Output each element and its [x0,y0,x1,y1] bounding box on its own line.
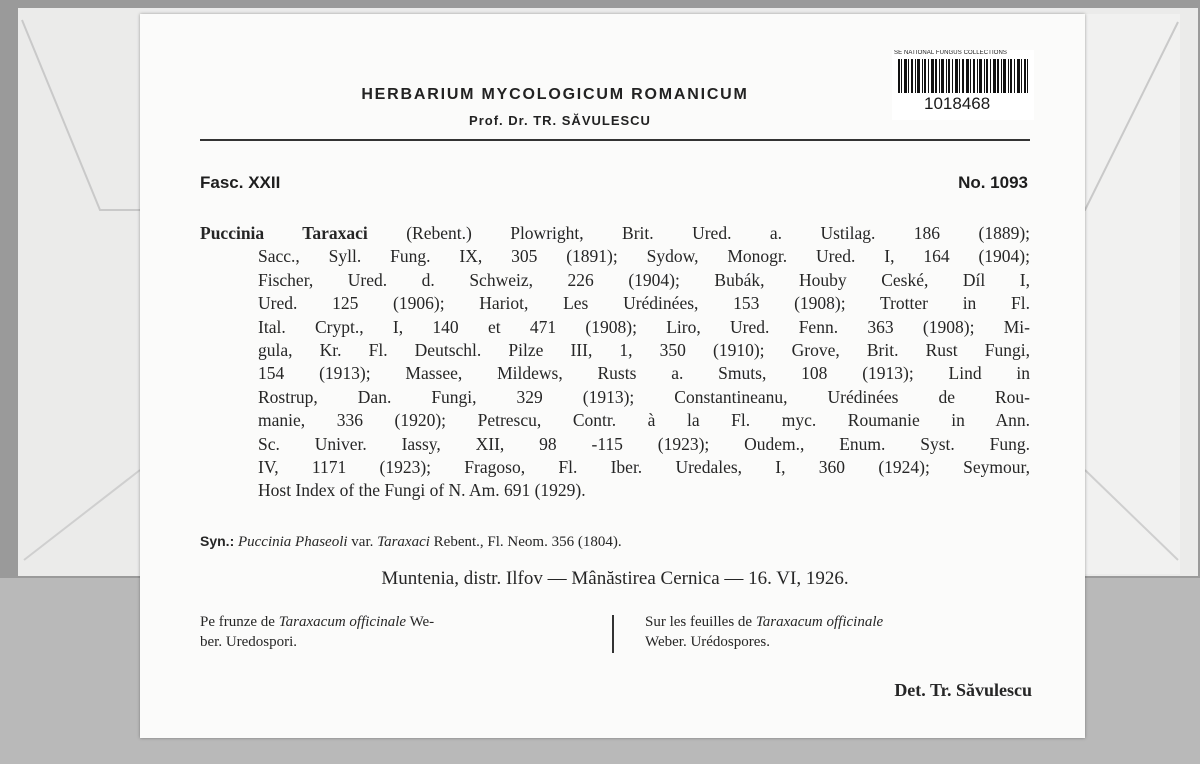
citation-line: Ital. Crypt., I, 140 et 471 (1908); Liro, Ured. Fenn. 363 (1908); Mi- [258,316,1030,337]
collection-locality: Muntenia, distr. Ilfov — Mânăstirea Cernica — 16. VI, 1926. [381,568,849,589]
host-romanian-suffix: We- [409,614,435,630]
host-french [645,612,1035,652]
citation-line: IV, 1171 (1923); Fragoso, Fl. Iber. Uredales, I, 360 (1924); Seymour, [258,457,1030,478]
determiner: Det. Tr. Săvulescu [894,680,1032,700]
host-french-species: Taraxacum officinale [755,614,884,630]
host-romanian [200,612,600,652]
citation-line: Rostrup, Dan. Fungi, 329 (1913); Constantineanu, Urédinées de Rou- [258,386,1030,407]
host-french-line: Weber. Urédospores. [645,634,771,650]
citation-line: Sc. Univer. Iassy, XII, 98 -115 (1923); Oudem., Enum. Syst. Fung. [258,433,1030,454]
citation-block [200,222,1030,503]
citation-line [200,222,1030,245]
host-french-prefix: Sur les feuilles de [645,614,753,630]
herbarium-subtitle: Prof. Dr. TR. SĂVULESCU [469,113,651,128]
synonym-reference: Rebent., Fl. Neom. 356 (1804). [433,534,622,550]
barcode-caption: SE NATIONAL FUNGUS COLLECTIONS [894,50,1008,56]
synonym-line [200,533,1030,551]
citation-line: Host Index of the Fungi of N. Am. 691 (1929). [258,480,586,501]
catalog-number: 1018468 [924,94,991,113]
synonym-var-name: Taraxaci [377,534,430,550]
header-rule [200,139,1030,141]
fascicle-label: Fasc. XXII [200,173,281,192]
citation-line: 154 (1913); Massee, Mildews, Rusts a. Smuts, 108 (1913); Lind in [258,363,1030,384]
citation-line-text: (Rebent.) Plowright, Brit. Ured. a. Ustilag. 186 (1889); [406,223,1031,243]
host-romanian-line: ber. Uredospori. [200,634,298,650]
herbarium-title: HERBARIUM MYCOLOGICUM ROMANICUM [361,86,749,103]
language-divider [612,615,614,653]
barcode-bars [898,59,1028,93]
specimen-number: No. 1093 [958,173,1028,192]
citation-line: manie, 336 (1920); Petrescu, Contr. à la Fl. myc. Roumanie in Ann. [258,410,1030,431]
synonym-var: var. [351,534,374,550]
barcode-sticker [892,50,1034,120]
citation-line: Fischer, Ured. d. Schweiz, 226 (1904); Bubák, Houby Ceské, Díl I, [258,269,1030,290]
host-romanian-species: Taraxacum officinale [278,614,407,630]
host-romanian-prefix: Pe frunze de [200,614,275,630]
citation-line: Sacc., Syll. Fung. IX, 305 (1891); Sydow, Monogr. Ured. I, 164 (1904); [258,246,1030,267]
synonym-name: Puccinia Phaseoli [237,534,348,550]
host-french-line [645,612,1035,632]
synonym-label: Syn.: [200,533,235,549]
species-name: Puccinia Taraxaci [200,223,368,243]
citation-line: gula, Kr. Fl. Deutschl. Pilze III, 1, 350 (1910); Grove, Brit. Rust Fungi, [258,340,1030,361]
citation-line: Ured. 125 (1906); Hariot, Les Urédinées, 153 (1908); Trotter in Fl. [258,293,1030,314]
host-romanian-line [200,612,600,632]
